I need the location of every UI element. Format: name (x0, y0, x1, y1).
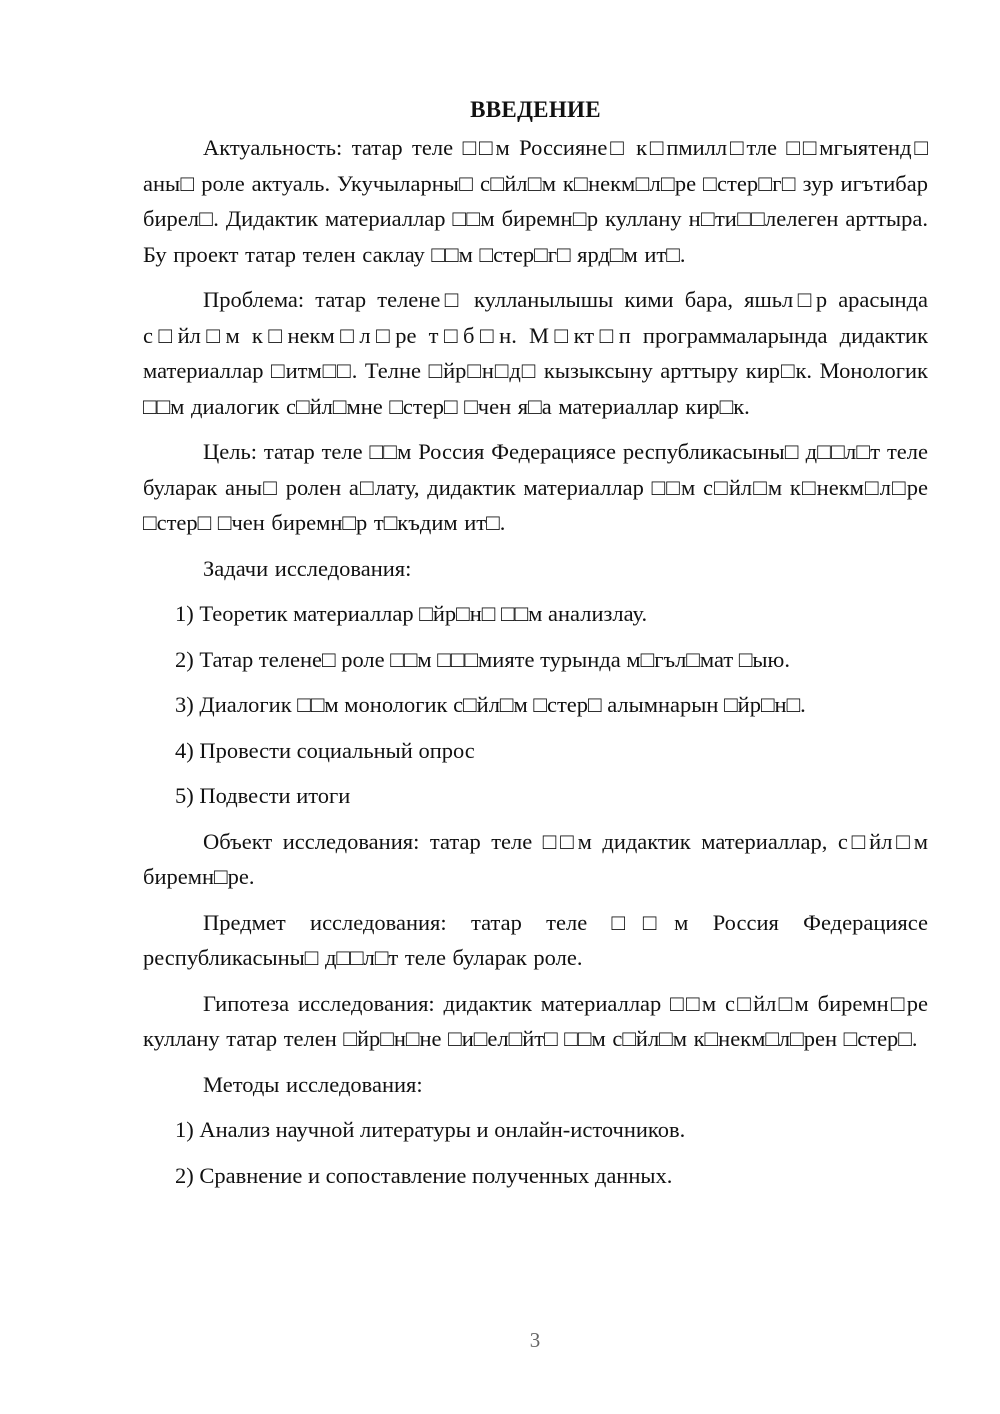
page-content (143, 92, 928, 1203)
list-item: 5) Подвести итоги (175, 783, 351, 808)
list-item: 2) Татар телене□ роле □□м □□□мияте турында м□гъл□мат □ыю. (175, 646, 790, 672)
actuality-paragraph: Актуальность: татар теле □□м Россияне□ к□пмилл□тле □□мгыятенд□ аны□ роле актуаль. Укучыларны□ с□йл□м к□некм□л□ре □стер□г□ зур игътибар бирел□. Дидактик материаллар □□м биремн□р куллану н□ти□□лелеген арттыра. Бу проект татар телен саклау □□м □стер□г□ ярд□м ит□. (143, 135, 928, 267)
list-item: 1) Теоретик материаллар □йр□н□ □□м анализлау. (175, 601, 648, 626)
list-item: 2) Сравнение и сопоставление полученных данных. (175, 1162, 673, 1188)
subject-paragraph: Предмет исследования: татар теле □□м Россия Федерациясе республикасыны□ д□□л□т теле буларак роле. (143, 909, 928, 970)
list-item: 3) Диалогик □□м монологик с□йл□м □стер□ алымнарын □йр□н□. (175, 692, 806, 717)
page-number: 3 (529, 1328, 541, 1352)
tasks-list (143, 596, 928, 814)
tasks-heading: Задачи исследования: (203, 555, 412, 581)
page-title: ВВЕДЕНИЕ (470, 97, 601, 122)
object-paragraph: Объект исследования: татар теле □□м дидактик материаллар, с□йл□м биремн□ре. (143, 828, 928, 889)
goal-paragraph: Цель: татар теле □□м Россия Федерациясе республикасыны□ д□□л□т теле буларак аны□ ролен а□лату, дидактик материаллар □□м с□йл□м к□некм□л□ре □стер□ □чен биремн□р т□къдим ит□. (143, 439, 928, 535)
methods-heading: Методы исследования: (203, 1071, 423, 1097)
list-item: 4) Провести социальный опрос (175, 737, 475, 763)
hypothesis-paragraph: Гипотеза исследования: дидактик материаллар □□м с□йл□м биремн□ре куллану татар телен □йр□н□не □и□ел□йт□ □□м с□йл□м к□некм□л□рен □стер□. (143, 990, 928, 1051)
list-item: 1) Анализ научной литературы и онлайн-источников. (175, 1117, 686, 1142)
methods-list (143, 1112, 928, 1193)
problem-paragraph: Проблема: татар телене□ кулланылышы кими бара, яшьл□р арасында с□йл□м к□некм□л□ре т□б□н. М□кт□п программаларында дидактик материаллар □итм□□. Телне □йр□н□д□ кызыксыну арттыру кир□к. Монологик □□м диалогик с□йл□мне □стер□ □чен я□а материаллар кир□к. (143, 287, 928, 419)
